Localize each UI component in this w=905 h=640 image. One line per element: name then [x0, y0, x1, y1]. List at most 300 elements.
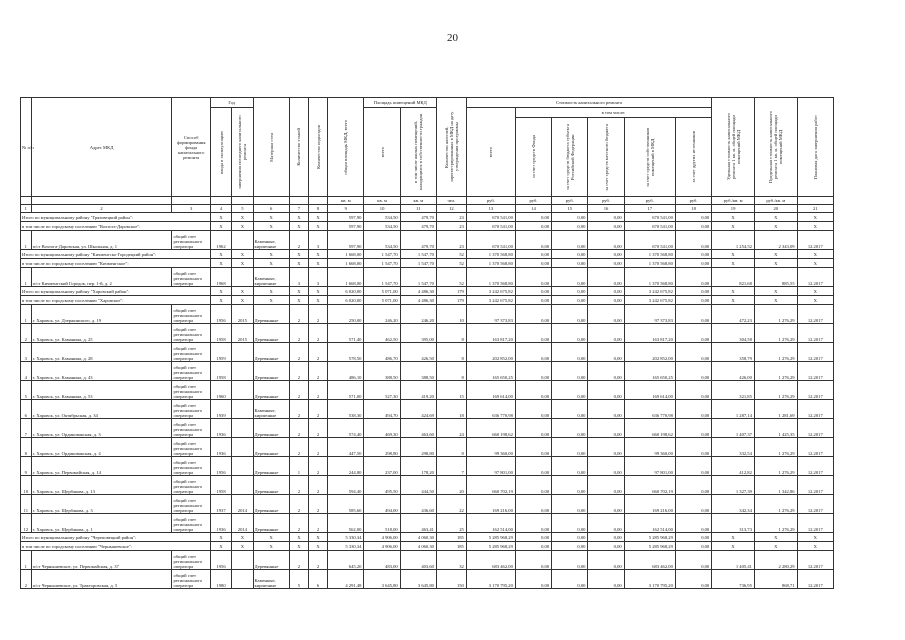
placeholder-cell: X: [232, 542, 253, 551]
value-cell: 97 801,00: [624, 457, 675, 476]
value-cell: 298,80: [400, 438, 436, 457]
year-repair-cell: [232, 551, 253, 570]
fund-method-cell: общий счет регионального оператора: [172, 457, 210, 476]
value-cell: 660 198,62: [624, 419, 675, 438]
row-number: 1: [21, 551, 32, 570]
value-cell: 1 327,39: [712, 476, 755, 495]
value-cell: 0,00: [588, 381, 624, 400]
value-cell: 1 254,52: [712, 231, 755, 250]
address-cell: г. Харовск, ул. Ординовакская, д. 4: [31, 438, 172, 457]
wall-material-cell: Каменные, кирпичные: [253, 231, 289, 250]
value-cell: 486,10: [328, 362, 364, 381]
row-number: 3: [21, 343, 32, 362]
value-cell: 1 276,29: [754, 324, 797, 343]
value-cell: 0,00: [588, 533, 624, 542]
subtotal-label: в том числе по городскому поселению "Кичменгское":: [21, 259, 211, 268]
value-cell: 0,00: [588, 400, 624, 419]
value-cell: 0,00: [588, 495, 624, 514]
floors-cell: 2: [289, 514, 308, 533]
value-cell: 0,00: [675, 457, 711, 476]
value-cell: 463,60: [400, 419, 436, 438]
value-cell: 202 852,00: [466, 343, 515, 362]
placeholder-cell: X: [232, 287, 253, 296]
value-cell: 670 541,00: [466, 213, 515, 222]
value-cell: 10: [436, 305, 466, 324]
fund-method-cell: общий счет регионального оператора: [172, 231, 210, 250]
value-cell: 0,00: [552, 287, 588, 296]
fund-method-cell: общий счет регионального оператора: [172, 419, 210, 438]
table-row: [21, 305, 834, 324]
table-row: [21, 476, 834, 495]
value-cell: 1 276,29: [754, 457, 797, 476]
value-cell: 0,00: [675, 476, 711, 495]
unit-cell: [253, 197, 289, 205]
entrances-cell: 2: [308, 305, 327, 324]
placeholder-cell: X: [253, 213, 289, 222]
value-cell: 7: [436, 457, 466, 476]
address-cell: г. Харовск, ул. Каманина, д. 25: [31, 324, 172, 343]
value-cell: 0,00: [552, 305, 588, 324]
value-cell: 403,60: [400, 551, 436, 570]
year-commission-cell: 1960: [210, 381, 231, 400]
row-number: 2: [21, 324, 32, 343]
value-cell: 395,00: [400, 324, 436, 343]
value-cell: 12.2017: [797, 495, 833, 514]
placeholder-cell: X: [308, 296, 327, 305]
value-cell: 0,00: [515, 400, 551, 419]
fund-method-cell: общий счет регионального оператора: [172, 324, 210, 343]
value-cell: 5 071,00: [364, 296, 400, 305]
wall-material-cell: Деревянные: [253, 551, 289, 570]
column-number-cell: 7: [289, 205, 308, 213]
value-cell: 0,00: [515, 457, 551, 476]
subtotal-label: в том числе по городскому поселению "Вохтога-Даровское":: [21, 222, 211, 231]
value-cell: 1 547,70: [364, 250, 400, 259]
value-cell: 0,00: [515, 542, 551, 551]
wall-material-cell: Деревянные: [253, 514, 289, 533]
address-cell: г. Харовск, ул. Каманина, д. 28: [31, 343, 172, 362]
register-table: [20, 97, 834, 589]
value-cell: 534,50: [364, 222, 400, 231]
entrances-cell: 3: [308, 231, 327, 250]
value-cell: 578,50: [328, 343, 364, 362]
floors-cell: 2: [289, 362, 308, 381]
placeholder-cell: X: [232, 259, 253, 268]
value-cell: X: [797, 259, 833, 268]
value-cell: 4 060,30: [400, 533, 436, 542]
value-cell: 178,20: [400, 457, 436, 476]
header-total-area: общая площадь МКД, всего: [343, 119, 349, 175]
wall-material-cell: Деревянные: [253, 419, 289, 438]
value-cell: 1 547,70: [364, 259, 400, 268]
value-cell: 1 668,00: [328, 268, 364, 287]
value-cell: 15: [436, 381, 466, 400]
entrances-cell: 2: [308, 495, 327, 514]
value-cell: 1 370 568,80: [466, 268, 515, 287]
wall-material-cell: Деревянные: [253, 476, 289, 495]
value-cell: 12.2017: [797, 343, 833, 362]
value-cell: X: [754, 542, 797, 551]
address-cell: г. Харовск, ул. Каманина, д. 53: [31, 381, 172, 400]
value-cell: 6 020,00: [328, 287, 364, 296]
value-cell: 0,00: [552, 542, 588, 551]
value-cell: 597,90: [328, 231, 364, 250]
value-cell: 0,00: [552, 533, 588, 542]
year-commission-cell: 1936: [210, 514, 231, 533]
year-repair-cell: [232, 400, 253, 419]
value-cell: 0,00: [588, 268, 624, 287]
value-cell: 185: [436, 542, 466, 551]
value-cell: 0,00: [552, 419, 588, 438]
value-cell: 534,50: [364, 231, 400, 250]
value-cell: X: [797, 250, 833, 259]
value-cell: 4 906,00: [364, 533, 400, 542]
table-row: [21, 343, 834, 362]
value-cell: 99 360,00: [466, 438, 515, 457]
value-cell: 0,00: [588, 457, 624, 476]
value-cell: 185: [436, 533, 466, 542]
unit-cell: [308, 197, 327, 205]
table-row: [21, 268, 834, 287]
value-cell: 483,00: [364, 551, 400, 570]
column-number-cell: 15: [552, 205, 588, 213]
unit-cell: [21, 197, 32, 205]
fund-method-cell: общий счет регионального оператора: [172, 476, 210, 495]
subtotal-label: в том числе по городскому поселению "Харовское":: [21, 296, 211, 305]
value-cell: 97 801,00: [466, 457, 515, 476]
value-cell: 494,00: [364, 495, 400, 514]
value-cell: 3 242 675,82: [624, 296, 675, 305]
floors-cell: 5: [289, 570, 308, 589]
value-cell: 0,00: [552, 495, 588, 514]
value-cell: 5 285 968,29: [466, 533, 515, 542]
year-repair-cell: [232, 381, 253, 400]
value-cell: 97 373,83: [624, 305, 675, 324]
placeholder-cell: X: [308, 250, 327, 259]
year-commission-cell: 1968: [210, 268, 231, 287]
value-cell: 0,00: [588, 324, 624, 343]
value-cell: 1 547,70: [400, 259, 436, 268]
value-cell: 12.2017: [797, 438, 833, 457]
value-cell: 0,00: [552, 343, 588, 362]
value-cell: 645,20: [328, 551, 364, 570]
floors-cell: 2: [289, 305, 308, 324]
value-cell: 358,79: [712, 343, 755, 362]
value-cell: 426,00: [712, 362, 755, 381]
value-cell: 660 702,19: [466, 476, 515, 495]
value-cell: 1 405,41: [712, 551, 755, 570]
entrances-cell: 2: [308, 551, 327, 570]
units-row: [21, 197, 834, 205]
column-number-cell: 11: [400, 205, 436, 213]
unit-cell: руб./кв. м: [712, 197, 755, 205]
floors-cell: 2: [289, 551, 308, 570]
column-number-cell: 18: [675, 205, 711, 213]
value-cell: 0,00: [515, 362, 551, 381]
unit-cell: руб.: [588, 197, 624, 205]
value-cell: 23: [436, 222, 466, 231]
value-cell: 0,00: [552, 250, 588, 259]
value-cell: 0,00: [588, 362, 624, 381]
header-unit-cost: Удельная стоимость капитального ремонта 1 кв. м. общей площади помещений МКД: [725, 113, 741, 181]
value-cell: 250,00: [328, 305, 364, 324]
value-cell: 0,00: [552, 381, 588, 400]
fund-method-cell: общий счет регионального оператора: [172, 514, 210, 533]
year-commission-cell: 1956: [210, 305, 231, 324]
entrances-cell: 2: [308, 400, 327, 419]
year-repair-cell: [232, 231, 253, 250]
value-cell: 412,82: [712, 457, 755, 476]
value-cell: X: [754, 250, 797, 259]
year-commission-cell: 1936: [210, 419, 231, 438]
value-cell: 3 242 675,82: [466, 296, 515, 305]
value-cell: 388,50: [364, 362, 400, 381]
value-cell: 0,00: [552, 570, 588, 589]
value-cell: X: [754, 259, 797, 268]
value-cell: 0,00: [675, 296, 711, 305]
table-row: [21, 495, 834, 514]
value-cell: 23: [436, 231, 466, 250]
value-cell: 574,40: [328, 419, 364, 438]
year-repair-cell: 2015: [232, 305, 253, 324]
value-cell: 594,40: [328, 476, 364, 495]
value-cell: 12.2017: [797, 268, 833, 287]
subtotal-label: в том числе по городскому поселению "Чернышевское":: [21, 542, 211, 551]
unit-cell: [232, 197, 253, 205]
subtotal-row: [21, 533, 834, 542]
value-cell: 436,60: [400, 495, 436, 514]
value-cell: 5 285 968,29: [624, 542, 675, 551]
header-cost-group: Стоимость капитального ремонта: [466, 98, 711, 108]
value-cell: 0,00: [588, 213, 624, 222]
value-cell: 1 425,35: [754, 419, 797, 438]
value-cell: 0,00: [675, 305, 711, 324]
value-cell: 32: [436, 551, 466, 570]
row-number: 10: [21, 476, 32, 495]
value-cell: 0,00: [515, 324, 551, 343]
value-cell: 202 852,00: [624, 343, 675, 362]
value-cell: 179: [436, 287, 466, 296]
value-cell: 5 071,00: [364, 287, 400, 296]
value-cell: 0,00: [515, 495, 551, 514]
column-number-cell: 10: [364, 205, 400, 213]
fund-method-cell: общий счет регионального оператора: [172, 495, 210, 514]
header-entrances: Количество подъездов: [315, 125, 321, 169]
value-cell: X: [754, 213, 797, 222]
value-cell: 163 817,20: [624, 324, 675, 343]
wall-material-cell: Деревянные: [253, 324, 289, 343]
value-cell: 4 060,30: [400, 542, 436, 551]
value-cell: 868,71: [754, 570, 797, 589]
placeholder-cell: X: [253, 542, 289, 551]
header-area-group: Площадь помещений МКД: [364, 98, 437, 108]
value-cell: 0,00: [515, 476, 551, 495]
table-row: [21, 362, 834, 381]
value-cell: 683 462,00: [466, 551, 515, 570]
value-cell: 0,00: [675, 419, 711, 438]
year-repair-cell: [232, 362, 253, 381]
value-cell: 597,90: [328, 222, 364, 231]
placeholder-cell: X: [289, 213, 308, 222]
value-cell: 0,00: [675, 551, 711, 570]
value-cell: 0,00: [675, 542, 711, 551]
year-commission-cell: 1980: [210, 570, 231, 589]
year-repair-cell: [232, 570, 253, 589]
table-row: [21, 400, 834, 419]
table-row: [21, 570, 834, 589]
value-cell: 597,90: [328, 213, 364, 222]
row-number: 1: [21, 268, 32, 287]
value-cell: X: [797, 542, 833, 551]
value-cell: 0,00: [552, 259, 588, 268]
value-cell: 736,95: [712, 570, 755, 589]
value-cell: 6 020,00: [328, 296, 364, 305]
value-cell: 4 486,30: [400, 287, 436, 296]
subtotal-row: [21, 296, 834, 305]
value-cell: 1 370 568,80: [466, 250, 515, 259]
value-cell: 4 906,00: [364, 542, 400, 551]
unit-cell: руб.: [466, 197, 515, 205]
year-commission-cell: 1956: [210, 457, 231, 476]
placeholder-cell: X: [232, 296, 253, 305]
year-commission-cell: 1939: [210, 400, 231, 419]
address-cell: г. Харовск, ул. Щербакова, д. 3: [31, 495, 172, 514]
address-cell: г. Харовск, ул. Щербакова, д. 13: [31, 476, 172, 495]
year-repair-cell: 2014: [232, 495, 253, 514]
placeholder-cell: X: [232, 250, 253, 259]
row-number: 5: [21, 381, 32, 400]
entrances-cell: 3: [308, 268, 327, 287]
year-commission-cell: 1962: [210, 231, 231, 250]
subtotal-row: [21, 213, 834, 222]
value-cell: 246,20: [400, 305, 436, 324]
value-cell: 0,00: [675, 250, 711, 259]
value-cell: 20: [436, 476, 466, 495]
value-cell: 419,20: [400, 381, 436, 400]
value-cell: 683 462,00: [624, 551, 675, 570]
value-cell: 670 541,00: [466, 222, 515, 231]
value-cell: 472,23: [712, 305, 755, 324]
column-number-cell: 6: [253, 205, 289, 213]
column-numbers-row: [21, 205, 834, 213]
value-cell: 0,00: [515, 268, 551, 287]
placeholder-cell: X: [253, 533, 289, 542]
unit-cell: кв. м: [400, 197, 436, 205]
value-cell: 12.2017: [797, 419, 833, 438]
value-cell: 0,00: [588, 287, 624, 296]
value-cell: 0,00: [588, 343, 624, 362]
value-cell: 469,30: [364, 419, 400, 438]
placeholder-cell: X: [308, 287, 327, 296]
value-cell: 424,69: [400, 400, 436, 419]
value-cell: 0,00: [515, 222, 551, 231]
unit-cell: кв. м: [328, 197, 364, 205]
value-cell: 388,50: [400, 362, 436, 381]
unit-cell: руб.: [675, 197, 711, 205]
column-number-cell: 16: [588, 205, 624, 213]
value-cell: 0,00: [515, 287, 551, 296]
value-cell: 0,00: [515, 343, 551, 362]
wall-material-cell: Каменные, кирпичные: [253, 570, 289, 589]
placeholder-cell: X: [308, 533, 327, 542]
entrances-cell: 2: [308, 324, 327, 343]
value-cell: 0,00: [588, 438, 624, 457]
header-area-total: всего: [379, 146, 385, 158]
row-number: 12: [21, 514, 32, 533]
floors-cell: 2: [289, 381, 308, 400]
value-cell: 163 817,20: [466, 324, 515, 343]
value-cell: 426,50: [400, 343, 436, 362]
header-cost-local: за счет средств местного бюджета: [603, 123, 609, 191]
floors-cell: 3: [289, 268, 308, 287]
header-cost-sub: в том числе:: [515, 108, 711, 118]
value-cell: 0,00: [552, 231, 588, 250]
header-year: Год: [210, 98, 253, 108]
value-cell: 12.2017: [797, 400, 833, 419]
fund-method-cell: общий счет регионального оператора: [172, 305, 210, 324]
address-cell: п/ст Чернышевское, ул. Тракторовская, д. 5: [31, 570, 172, 589]
value-cell: 0,00: [552, 438, 588, 457]
fund-method-cell: общий счет регионального оператора: [172, 400, 210, 419]
value-cell: 660 198,62: [466, 419, 515, 438]
placeholder-cell: X: [210, 222, 231, 231]
value-cell: X: [712, 250, 755, 259]
value-cell: 0,00: [588, 570, 624, 589]
value-cell: 494,70: [364, 400, 400, 419]
row-number: 9: [21, 457, 32, 476]
header-year-commission: ввода в эксплуатацию: [218, 130, 224, 174]
subtotal-row: [21, 542, 834, 551]
value-cell: 0,00: [515, 296, 551, 305]
unit-cell: кв. м: [364, 197, 400, 205]
value-cell: 4 486,30: [400, 296, 436, 305]
column-number-cell: 8: [308, 205, 327, 213]
value-cell: 1 276,29: [754, 381, 797, 400]
value-cell: 162 514,00: [624, 514, 675, 533]
fund-method-cell: общий счет регионального оператора: [172, 438, 210, 457]
value-cell: X: [712, 296, 755, 305]
value-cell: 1 547,70: [400, 268, 436, 287]
placeholder-cell: X: [210, 296, 231, 305]
value-cell: 244,80: [328, 457, 364, 476]
value-cell: 97 373,83: [466, 305, 515, 324]
value-cell: 0,00: [552, 268, 588, 287]
column-number-cell: 14: [515, 205, 551, 213]
placeholder-cell: X: [210, 259, 231, 268]
table-row: [21, 419, 834, 438]
wall-material-cell: Деревянные: [253, 381, 289, 400]
subtotal-label: Итого по муниципальному району "Кичменгско-Городецкий район":: [21, 250, 211, 259]
header-address: Адрес МКД: [31, 98, 172, 197]
value-cell: 4 291,48: [328, 570, 364, 589]
value-cell: 0,00: [515, 213, 551, 222]
value-cell: 0,00: [552, 222, 588, 231]
column-number-cell: 5: [232, 205, 253, 213]
table-row: [21, 324, 834, 343]
value-cell: 0,00: [552, 514, 588, 533]
value-cell: 0,00: [675, 438, 711, 457]
value-cell: 12.2017: [797, 381, 833, 400]
placeholder-cell: X: [289, 259, 308, 268]
entrances-cell: 2: [308, 476, 327, 495]
value-cell: 0,00: [675, 381, 711, 400]
value-cell: 0,00: [675, 222, 711, 231]
table-row: [21, 551, 834, 570]
value-cell: X: [754, 533, 797, 542]
value-cell: 99 360,00: [624, 438, 675, 457]
value-cell: 162 514,00: [466, 514, 515, 533]
value-cell: 12.2017: [797, 514, 833, 533]
